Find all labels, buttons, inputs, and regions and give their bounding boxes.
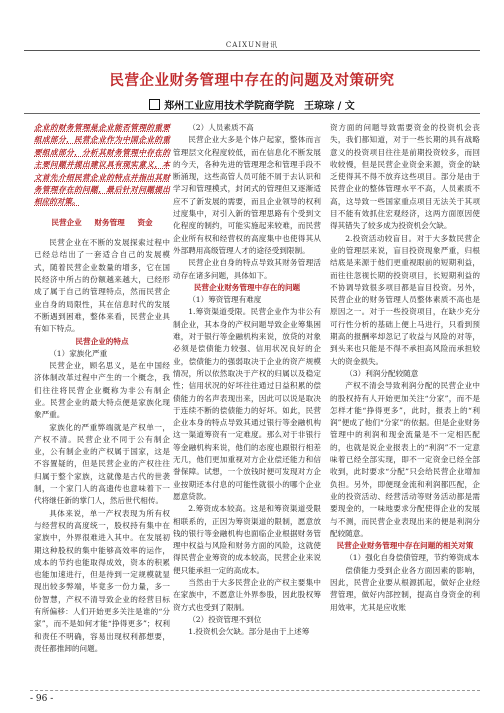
paragraph: 资方面的问题导致需要资金的投资机会丧失，我们都知道，对于一些长期的具有战略意义的投资项目往往是前期投资较多，而回收较慢，但是民营企业资金来源，资金的缺乏使得其不得不放弃这些项目。部分是由于民营企业的整体管理水平不高，人员素质不高，这导致一些国家重点项目无法关于其项目不能有效抓住宏观经济，这两方面原因使得其错失了较多成为投资机会欠缺。 — [330, 123, 480, 231]
footer-rule — [30, 690, 480, 691]
page-number: - 96 - — [30, 694, 54, 704]
subsection-heading: （2）人员素质不高 — [188, 123, 254, 132]
article-title: 民营企业财务管理中存在的问题及对策研究 — [109, 72, 395, 89]
subsection-heading: （1）强化自身偿债管理，节约筹资成本 — [345, 553, 480, 563]
subsection-heading: （3）利润分配较随意 — [345, 368, 419, 378]
keyword: 民营企业 — [51, 217, 82, 227]
subsection-heading: （1）筹资管理有难度 — [188, 295, 262, 305]
section-heading: 民营企业的特点 — [75, 336, 129, 346]
square-icon — [149, 99, 160, 110]
keywords — [34, 217, 170, 229]
paragraph: 当然由于大多民营企业的产权主要集中在家族中，不愿意让外界参股，因此股权筹资方式也受到了限制。 — [173, 577, 321, 612]
subsection-heading: （2）投资管理不到位 — [188, 614, 262, 624]
paragraph: 2.筹资成本较高。这是和筹资渠道受限相联系的，正因为筹资渠道的限制，愿意放钱的银行等金融机构也面临企业根据财务管理中权益与风险和财务方面的风险，这就使得民营企业筹资的成本较高，民营企业来说便只能承担一定的高成本。 — [173, 504, 321, 575]
paragraph: 1.筹资渠道受限。民营企业作为非公有制企业，其本身的产权问题导致企业筹集困难，对于银行等金融机构来说，放贷的对象必须是偿债能力较强、信用状况良好的企业，偿债能力的强弱取决于企业的资产规模情况，所以依然取决于产权的归属以及稳定性；信用状况的好坏往往通过日益积累的偿债能力的名声表现出来，因此可以说是取决于连续不断的偿债能力的好坏。如此，民营企业本身的特点导致其通过银行等金融机构这一渠道筹资有一定难度。那么对于非银行等金融机构来说，他们的态度也跟银行相差无几，他们更加重视对方企业偿还能力和信誉保障。试想，一个放钱时便可发现对方企业按期还本付息的可能性就很小的哪个企业愿意贷款。 — [173, 307, 321, 501]
journal-name: CAIXUN财讯 — [225, 41, 279, 49]
paragraph: 1.投资机会欠缺。部分是由于上述筹 — [188, 627, 310, 637]
paragraph: 民营企业，顾名思义，是在中国经济体制改革过程中产生的一个概念，我们往往将民营企业概称为非公有制企业。民营企业的最大特点便是家族化现象严重。 — [34, 361, 170, 420]
paragraph: 2.投资活动较盲目。对于大多数民营企业的管理层来说，盲目投资现象严重，归根结底是来源于他们更重视眼前的短期利益，而往往忽视长期的投资项目，长短期利益的不协调导致很多项目都是盲目投资。另外，民营企业的财务管理人员整体素质不高也是原因之一。对于一些投资项目，在缺少充分可行性分析的基础上便上马进行，只看到预期高的报酬率却忽记了收益与风险的对等，到头来也只能是不得不承担高风险而承担较大的资金损失。 — [330, 233, 480, 366]
column-1 — [34, 122, 170, 655]
section-heading: 民营企业财务管理中存在问题的相关对策 — [336, 541, 474, 551]
paragraph: 偿债能力受到企业各方面因素的影响，因此，民营企业要从根源抓起，做好企业经营管理，做好内部控制，提高自身资金的利用效率，尤其是应收账 — [330, 565, 480, 612]
header-rule — [24, 50, 480, 51]
paragraph: 具体来说，单一产权表现为所有权与经营权的高度统一，股权持有集中在家族中，外界很难进入其中。在发展初期这种股权的集中能够高效率的运作，成本的节约也能取得成效，资本的积累也能加速进行，但是待到一定规模就显现出较多弊端，毕竟多一份力量，多一份智慧，产权不清导致企业的经营目标有所偏移：人们开始更多关注是谁的“分家”，而不是如何才能“挣得更多”；权利和责任不明确，容易出现权利都想要，责任都推卸的问题。 — [34, 508, 170, 653]
section-heading: 民营企业财务管理中存在的问题 — [193, 282, 301, 292]
paragraph: 家族化的严重弊端就是产权单一，产权不清。民营企业不同于公有制企业，公有制企业的产权属于国家，这是不容置疑的，但是民营企业的产权往往归属于整个家族，这就像是古代的世袭制，一个家门人的高遗传也意味着下一代将继任新的掌门人，然后世代相传。 — [34, 422, 170, 506]
author-text: 郑州工业应用技术学院商学院 王琼琮 / 文 — [164, 101, 355, 112]
column-3 — [330, 122, 480, 614]
column-2 — [173, 122, 321, 638]
abstract: 企业的财务管理是企业能否管理的重要组成部分，民营企业作为中国企业的重要组成部分，分析其财务管理中存在的主要问题并提出建议具有现实意义，本文首先介绍民营企业的特点并指出其财务管理存在的问题，最后针对问题提出相应的对策。 — [34, 123, 170, 207]
paragraph: 民营企业大多是个体户起家，整体而言管理层文化程度较低，而在信息化不断发展的今天，各种先进的管理理念和管理手段不断涌现，这些高管人员可能不屑于去认识和学习和管理模式，封闭式的管理但又逐渐适应不了新发展的需要，而且企业领导的权利过度集中，对引入新的管理思路有个受到文化程度的制约，可能实施起来较难，而民营企业所有权和经营权的高度集中也使得其从外部聘用高级管理人才的途径受到限制。 — [173, 135, 321, 255]
keyword: 财务管理 — [94, 217, 125, 227]
keyword: 资金 — [137, 217, 153, 227]
byline-rule — [24, 113, 480, 114]
paragraph: 产权不清会导致利润分配的民营企业中的股权持有人开始更加关注“分家”，而不是怎样才能“挣得更多”，此时，报表上的“利润”便成了他们“分家”的依据。但是企业财务管理中的利润和现金流量是不一定相匹配的，也就是说企业报表上的“利润”不一定意味着已经全部实现，即不一定资金已经全部收到，此时要求“分配”只会给民营企业增加负担。另外，即便现金流和利润都匹配，企业的投资活动、经营活动等财务活动都是需要现金的，一味地要求分配使得企业的发展与不测，而民营企业表现出来的便是利润分配较随意。 — [330, 381, 480, 538]
paragraph: 民营企业在不断的发展探索过程中已经总结出了一套适合自己的发展模式，随着民营企业数量的增多，它在国民经济中所占的份额越来越大，已经形成了属于自己的管理特点，然而民营企业自身的局限性，其在信息时代的发展不断遇到困难，整体来看，民营企业具有如下特点。 — [34, 238, 170, 334]
paragraph: 民营企业自身的特点导致其财务管理活动存在诸多问题，具体如下。 — [173, 258, 321, 280]
author-byline — [24, 97, 480, 112]
subsection-heading: （1）家族化严重 — [49, 348, 108, 358]
